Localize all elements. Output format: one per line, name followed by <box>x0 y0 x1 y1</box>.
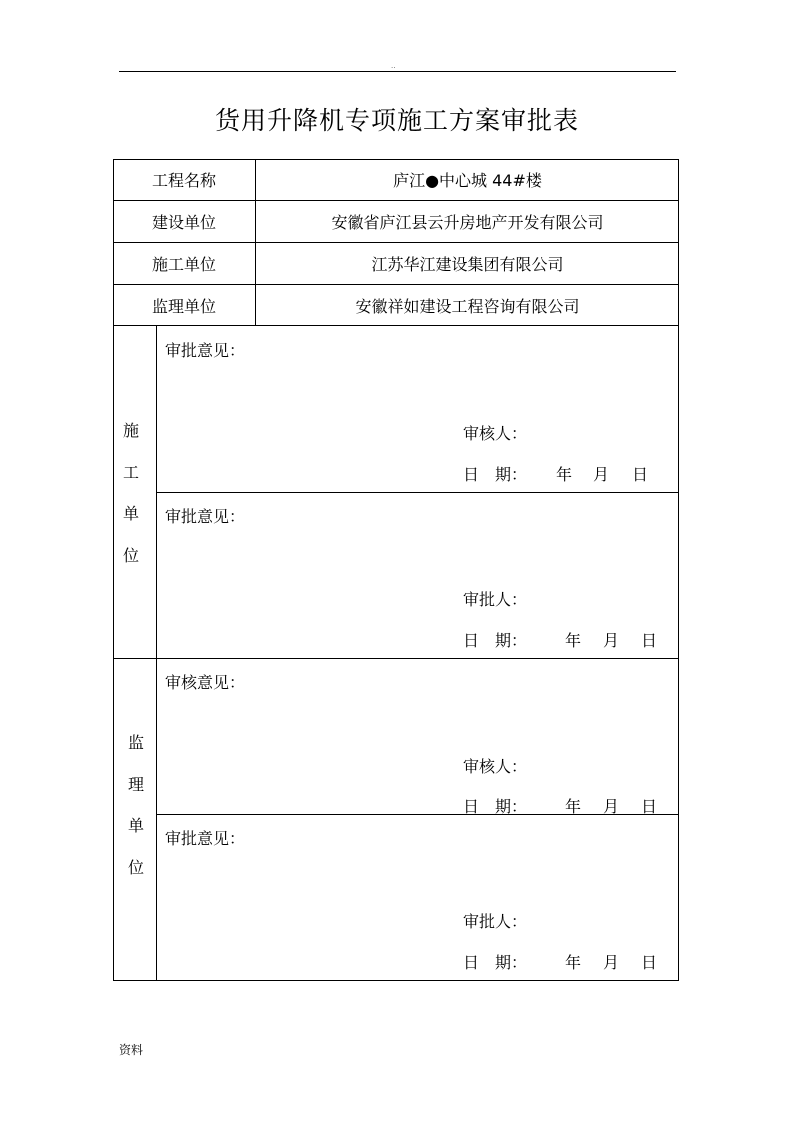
contractor-side-label: 施 工 单 位 <box>122 421 139 565</box>
month-label: 月 <box>603 953 620 972</box>
date-label: 日 期： <box>463 953 528 972</box>
row-divider <box>113 325 679 326</box>
year-label: 年 <box>565 797 582 816</box>
day-label: 日 <box>632 465 649 484</box>
opinion-label: 审批意见： <box>165 507 246 526</box>
signer-label: 审批人： <box>463 590 528 609</box>
day-label: 日 <box>641 797 658 816</box>
day-label: 日 <box>641 631 658 650</box>
developer-label: 建设单位 <box>151 213 216 232</box>
supervisor-side-label: 监 理 单 位 <box>127 733 144 877</box>
opinion-label: 审核意见： <box>165 673 246 692</box>
section-side-divider <box>156 325 157 981</box>
block-divider <box>156 814 679 815</box>
year-label: 年 <box>565 631 582 650</box>
year-label: 年 <box>556 465 573 484</box>
date-label: 日 期： <box>463 631 528 650</box>
project-name-value: 庐江●中心城 44#楼 <box>393 171 542 190</box>
month-label: 月 <box>593 465 610 484</box>
project-name-label: 工程名称 <box>151 171 216 190</box>
year-label: 年 <box>565 953 582 972</box>
contractor-value: 江苏华江建设集团有限公司 <box>371 255 564 274</box>
header-mark: .. <box>391 62 396 70</box>
block-divider <box>156 492 679 493</box>
developer-value: 安徽省庐江县云升房地产开发有限公司 <box>331 213 604 232</box>
supervisor-label: 监理单位 <box>151 296 216 316</box>
signer-label: 审核人： <box>463 757 528 776</box>
signer-label: 审批人： <box>463 912 528 931</box>
page-title: 货用升降机专项施工方案审批表 <box>214 106 579 135</box>
footer-text: 资料 <box>119 1043 144 1057</box>
contractor-label: 施工单位 <box>151 255 216 274</box>
section-divider <box>113 658 679 659</box>
supervisor-value: 安徽祥如建设工程咨询有限公司 <box>355 296 580 316</box>
opinion-label: 审批意见： <box>165 829 246 848</box>
month-label: 月 <box>603 631 620 650</box>
opinion-label: 审批意见： <box>165 341 246 360</box>
header-rule <box>119 71 676 72</box>
signer-label: 审核人： <box>463 424 528 443</box>
day-label: 日 <box>641 953 658 972</box>
month-label: 月 <box>603 797 620 816</box>
date-label: 日 期： <box>463 465 528 484</box>
date-label: 日 期： <box>463 797 528 816</box>
